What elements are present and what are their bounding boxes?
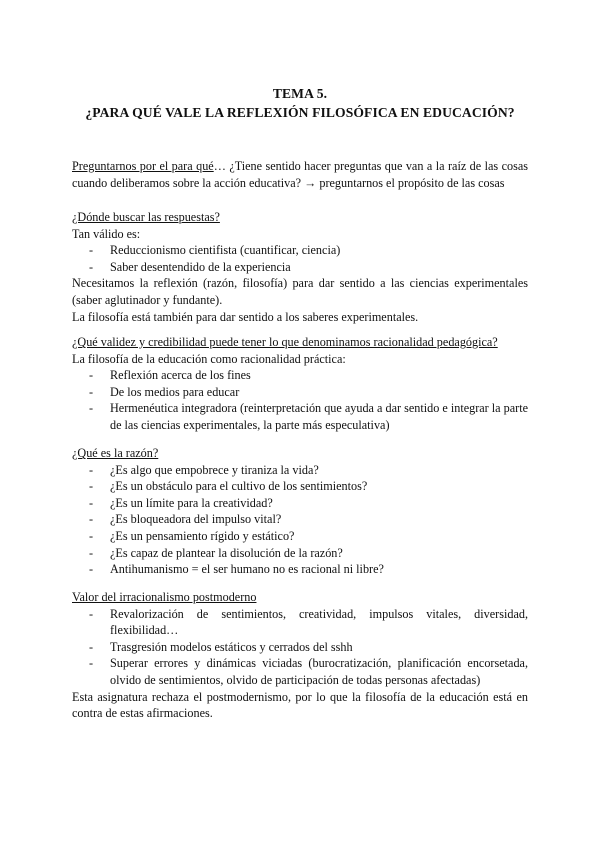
section-racionalidad-pedagogica (72, 334, 528, 434)
list-item: - Reflexión acerca de los fines (72, 367, 528, 384)
section-heading: ¿Qué validez y credibilidad puede tener lo que denominamos racionalidad pedagógica? (72, 335, 498, 349)
list-item: - Saber desentendido de la experiencia (72, 259, 528, 276)
list-item: - ¿Es algo que empobrece y tiraniza la vida? (72, 462, 528, 479)
intro-text: … ¿Tiene sentido hacer preguntas que van a la raíz de las cosas cuando deliberamos sobre la acción educativa? → preguntarnos el propósito de las cosas (72, 159, 529, 190)
section-subheading: Tan válido es: (72, 226, 141, 241)
list-item: - ¿Es un obstáculo para el cultivo de los sentimientos? (72, 478, 528, 495)
paragraph: La filosofía está también para dar sentido a los saberes experimentales. (72, 309, 419, 324)
list-item: - Trasgresión modelos estáticos y cerrados del sshh (72, 639, 528, 656)
list-item: - De los medios para educar (72, 384, 528, 401)
dash-list (72, 462, 528, 578)
dash-list (72, 367, 528, 433)
list-item: - ¿Es capaz de plantear la disolución de la razón? (72, 545, 528, 562)
section-donde-buscar (72, 209, 528, 325)
section-heading: Valor del irracionalismo postmoderno (72, 590, 257, 604)
list-item: - ¿Es bloqueadora del impulso vital? (72, 511, 528, 528)
document-title-line-1: TEMA 5. (272, 86, 328, 101)
intro-paragraph (72, 158, 528, 191)
paragraph: Necesitamos la reflexión (razón, filosofía) para dar sentido a las ciencias experimentales (saber aglutinador y fundante). (72, 276, 528, 307)
dash-list (72, 242, 528, 275)
list-item: - Revalorización de sentimientos, creatividad, impulsos vitales, diversidad, flexibilidad… (72, 606, 528, 639)
dash-list (72, 606, 528, 689)
list-item: - Antihumanismo = el ser humano no es racional ni libre? (72, 561, 528, 578)
list-item: - Superar errores y dinámicas viciadas (burocratización, planificación encorsetada, olvido de sentimientos, olvido de participación de todas personas afectadas) (72, 655, 528, 688)
paragraph: Esta asignatura rechaza el postmodernismo, por lo que la filosofía de la educación está en contra de estas afirmaciones. (72, 689, 528, 721)
section-irracionalismo-postmoderno (72, 589, 528, 722)
section-heading: ¿Qué es la razón? (72, 446, 159, 460)
intro-lead: Preguntarnos por el para qué (72, 159, 214, 173)
list-item: - Hermenéutica integradora (reinterpretación que ayuda a dar sentido e integrar la parte de las ciencias experimentales, la parte más especulativa) (72, 400, 528, 433)
section-que-es-la-razon (72, 445, 528, 578)
list-item: - ¿Es un límite para la creatividad? (72, 495, 528, 512)
section-subheading: La filosofía de la educación como racionalidad práctica: (72, 351, 346, 366)
section-heading: ¿Dónde buscar las respuestas? (72, 210, 220, 224)
list-item: - Reduccionismo cientifista (cuantificar, ciencia) (72, 242, 528, 259)
document-title-line-2: ¿PARA QUÉ VALE LA REFLEXIÓN FILOSÓFICA EN EDUCACIÓN? (85, 105, 515, 120)
list-item: - ¿Es un pensamiento rígido y estático? (72, 528, 528, 545)
